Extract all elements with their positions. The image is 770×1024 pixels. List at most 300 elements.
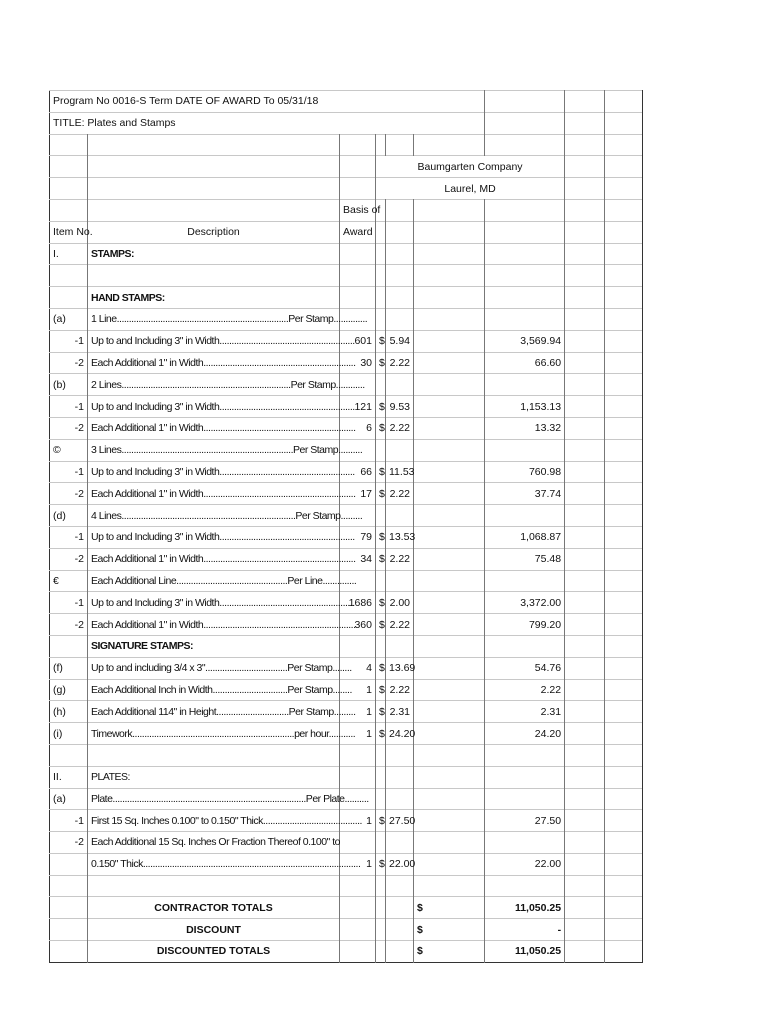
spacer (605, 875, 643, 897)
unit-price: 27.50 (386, 810, 414, 832)
line-item-row (50, 417, 643, 439)
spacer (605, 832, 643, 854)
spacer (50, 941, 88, 963)
quantity (340, 744, 376, 766)
item-description: Up to and Including 3" in Width........................................................ (88, 526, 340, 548)
spacer (414, 679, 485, 701)
spacer (414, 417, 485, 439)
totals-row (50, 919, 643, 941)
sub-item-number: -2 (50, 614, 88, 636)
line-item-row (50, 875, 643, 897)
item-description: Up to and Including 3" in Width........................................................ (88, 461, 340, 483)
dollar-sign: $ (376, 330, 386, 352)
spacer (565, 483, 605, 505)
unit-price (386, 308, 414, 330)
line-item-row (50, 570, 643, 592)
spacer (605, 810, 643, 832)
dollar-sign (376, 832, 386, 854)
dollar-sign: $ (376, 657, 386, 679)
line-item-row (50, 788, 643, 810)
totals-label: DISCOUNTED TOTALS (88, 941, 340, 963)
spacer (605, 417, 643, 439)
spacer (565, 243, 605, 265)
line-item-row (50, 832, 643, 854)
spacer (565, 287, 605, 309)
spacer (50, 919, 88, 941)
extended-amount (485, 265, 565, 287)
line-item-row (50, 810, 643, 832)
spacer (605, 308, 643, 330)
quantity: 1 (340, 701, 376, 723)
sub-item-number: -1 (50, 526, 88, 548)
extended-amount (485, 744, 565, 766)
item-description: Up to and including 3/4 x 3"..................................Per Stamp........ (88, 657, 340, 679)
dollar-sign: $ (376, 614, 386, 636)
item-description (88, 875, 340, 897)
dollar-sign (376, 788, 386, 810)
unit-price: 2.22 (386, 614, 414, 636)
dollar-sign (376, 505, 386, 527)
dollar-sign: $ (376, 526, 386, 548)
vendor-location: Laurel, MD (376, 178, 565, 200)
spacer (565, 635, 605, 657)
spacer (605, 919, 643, 941)
spacer (605, 243, 643, 265)
dollar-sign: $ (376, 548, 386, 570)
extended-amount: 24.20 (485, 723, 565, 745)
quantity: 17 (340, 483, 376, 505)
line-item-row (50, 744, 643, 766)
item-number: € (50, 570, 88, 592)
spacer (414, 374, 485, 396)
line-item-row (50, 483, 643, 505)
item-number: (i) (50, 723, 88, 745)
item-description: Up to and Including 3" in Width........................................................ (88, 330, 340, 352)
spacer (605, 374, 643, 396)
spacer (605, 614, 643, 636)
dollar-sign (376, 243, 386, 265)
spacer (605, 330, 643, 352)
spacer (605, 897, 643, 919)
extended-amount: 37.74 (485, 483, 565, 505)
totals-dollar-sign: $ (414, 919, 485, 941)
line-item-row (50, 352, 643, 374)
item-description: SIGNATURE STAMPS: (88, 635, 340, 657)
item-description: 3 Lines.......................................................................Per Stamp.......... (88, 439, 340, 461)
unit-price (386, 505, 414, 527)
unit-price (386, 287, 414, 309)
quantity: 34 (340, 548, 376, 570)
vendor-location-row (50, 178, 643, 200)
quantity: 360 (340, 614, 376, 636)
unit-price: 22.00 (386, 853, 414, 875)
spacer (605, 592, 643, 614)
totals-value: 11,050.25 (485, 897, 565, 919)
dollar-sign (376, 374, 386, 396)
quantity: 601 (340, 330, 376, 352)
dollar-sign (376, 570, 386, 592)
vendor-name-row (50, 156, 643, 178)
item-number: (b) (50, 374, 88, 396)
spacer (414, 723, 485, 745)
spacer (565, 701, 605, 723)
basis-label-2: Award (340, 221, 376, 243)
totals-dollar-sign: $ (414, 897, 485, 919)
line-item-row (50, 439, 643, 461)
totals-row (50, 941, 643, 963)
item-number: (a) (50, 788, 88, 810)
spacer (565, 461, 605, 483)
item-number (50, 744, 88, 766)
line-item-row (50, 679, 643, 701)
extended-amount (485, 439, 565, 461)
line-item-row (50, 548, 643, 570)
dollar-sign: $ (376, 483, 386, 505)
line-item-row (50, 287, 643, 309)
spacer (376, 941, 386, 963)
spacer (414, 701, 485, 723)
spacer (414, 243, 485, 265)
dollar-sign: $ (376, 417, 386, 439)
extended-amount: 799.20 (485, 614, 565, 636)
item-description: 1 Line.......................................................................Per Stamp.............. (88, 308, 340, 330)
extended-amount (485, 570, 565, 592)
line-item-row (50, 723, 643, 745)
dollar-sign: $ (376, 461, 386, 483)
item-description: First 15 Sq. Inches 0.100" to 0.150" Thick......................................... (88, 810, 340, 832)
quantity (340, 766, 376, 788)
totals-dollar-sign: $ (414, 941, 485, 963)
spacer (605, 657, 643, 679)
spacer (605, 352, 643, 374)
spacer (605, 483, 643, 505)
unit-price (386, 374, 414, 396)
item-number: II. (50, 766, 88, 788)
dollar-sign (376, 635, 386, 657)
spacer (414, 505, 485, 527)
spacer (376, 919, 386, 941)
quantity (340, 243, 376, 265)
dollar-sign (376, 439, 386, 461)
spacer (414, 635, 485, 657)
extended-amount (485, 374, 565, 396)
item-description: Each Additional 1" in Width............................................................... (88, 483, 340, 505)
spacer (414, 853, 485, 875)
item-number: (a) (50, 308, 88, 330)
quantity (340, 875, 376, 897)
spacer (414, 352, 485, 374)
sub-item-number: -1 (50, 330, 88, 352)
spacer (565, 439, 605, 461)
basis-label-1: Basis of (340, 199, 376, 221)
spacer (414, 548, 485, 570)
spacer (565, 788, 605, 810)
item-description: Each Additional Inch in Width...............................Per Stamp........ (88, 679, 340, 701)
item-description (88, 265, 340, 287)
spacer (565, 919, 605, 941)
spacer (605, 265, 643, 287)
spacer (565, 265, 605, 287)
item-description: STAMPS: (88, 243, 340, 265)
sub-item-number: -2 (50, 417, 88, 439)
item-number: (h) (50, 701, 88, 723)
unit-price (386, 788, 414, 810)
line-item-row (50, 330, 643, 352)
item-description: 2 Lines......................................................................Per Stamp............ (88, 374, 340, 396)
item-number (50, 853, 88, 875)
extended-amount (485, 766, 565, 788)
spacer (565, 548, 605, 570)
extended-amount (485, 635, 565, 657)
extended-amount: 75.48 (485, 548, 565, 570)
item-description (88, 744, 340, 766)
line-item-row (50, 657, 643, 679)
spacer (414, 461, 485, 483)
quantity: 30 (340, 352, 376, 374)
unit-price: 2.22 (386, 548, 414, 570)
unit-price: 2.22 (386, 679, 414, 701)
spacer (414, 744, 485, 766)
spacer (605, 723, 643, 745)
spacer (386, 897, 414, 919)
spacer (414, 308, 485, 330)
unit-price: 5.94 (386, 330, 414, 352)
vendor-name: Baumgarten Company (376, 156, 565, 178)
spacer (565, 832, 605, 854)
spacer (386, 941, 414, 963)
spacer (565, 330, 605, 352)
item-description: Each Additional 1" in Width............................................................... (88, 548, 340, 570)
spacer (565, 614, 605, 636)
unit-price (386, 744, 414, 766)
extended-amount: 54.76 (485, 657, 565, 679)
spacer (414, 483, 485, 505)
unit-price (386, 875, 414, 897)
spacer (414, 265, 485, 287)
spacer (414, 766, 485, 788)
spacer (414, 810, 485, 832)
spacer (50, 897, 88, 919)
sub-item-number: -2 (50, 483, 88, 505)
item-description: Each Additional Line..............................................Per Line.............. (88, 570, 340, 592)
line-item-row (50, 396, 643, 418)
extended-amount: 66.60 (485, 352, 565, 374)
column-header-row (50, 221, 643, 243)
unit-price: 9.53 (386, 396, 414, 418)
spacer (414, 657, 485, 679)
item-description: PLATES: (88, 766, 340, 788)
spacer (605, 701, 643, 723)
unit-price: 2.22 (386, 352, 414, 374)
unit-price: 2.00 (386, 592, 414, 614)
quantity (340, 287, 376, 309)
item-description: Up to and Including 3" in Width........................................................ (88, 396, 340, 418)
item-description: HAND STAMPS: (88, 287, 340, 309)
line-item-row (50, 853, 643, 875)
spacer (414, 832, 485, 854)
sub-item-number: -1 (50, 592, 88, 614)
spacer (605, 941, 643, 963)
spacer (565, 526, 605, 548)
spacer (605, 287, 643, 309)
totals-label: CONTRACTOR TOTALS (88, 897, 340, 919)
program-line: Program No 0016-S Term DATE OF AWARD To 05/31/18 (50, 91, 485, 113)
spacer (565, 875, 605, 897)
line-item-row (50, 766, 643, 788)
item-description: 4 Lines........................................................................Per Stamp......... (88, 505, 340, 527)
item-description: Each Additional 15 Sq. Inches Or Fraction Thereof 0.100" to (88, 832, 340, 854)
sub-item-number: -2 (50, 832, 88, 854)
extended-amount (485, 243, 565, 265)
item-number: © (50, 439, 88, 461)
unit-price: 13.69 (386, 657, 414, 679)
extended-amount: 760.98 (485, 461, 565, 483)
totals-label: DISCOUNT (88, 919, 340, 941)
spacer (605, 744, 643, 766)
dollar-sign (376, 308, 386, 330)
quantity: 66 (340, 461, 376, 483)
extended-amount: 1,153.13 (485, 396, 565, 418)
quantity: 1 (340, 679, 376, 701)
item-no-header: Item No. (50, 221, 88, 243)
unit-price: 2.22 (386, 483, 414, 505)
spacer (565, 505, 605, 527)
spacer (605, 570, 643, 592)
extended-amount (485, 875, 565, 897)
totals-row (50, 897, 643, 919)
item-number (50, 875, 88, 897)
extended-amount (485, 287, 565, 309)
spacer (565, 853, 605, 875)
line-item-row (50, 461, 643, 483)
quantity (340, 832, 376, 854)
sub-item-number: -1 (50, 461, 88, 483)
spacer (605, 766, 643, 788)
spacer (414, 614, 485, 636)
unit-price (386, 635, 414, 657)
spacer (565, 657, 605, 679)
item-number: (d) (50, 505, 88, 527)
spacer (414, 875, 485, 897)
dollar-sign: $ (376, 592, 386, 614)
unit-price: 2.31 (386, 701, 414, 723)
line-item-row (50, 701, 643, 723)
spacer (605, 635, 643, 657)
spacer (386, 919, 414, 941)
unit-price (386, 439, 414, 461)
dollar-sign (376, 744, 386, 766)
program-row (50, 91, 643, 113)
unit-price (386, 243, 414, 265)
dollar-sign: $ (376, 396, 386, 418)
spacer (565, 396, 605, 418)
item-description: Each Additional 114" in Height..............................Per Stamp......... (88, 701, 340, 723)
quantity: 121 (340, 396, 376, 418)
spacer (605, 679, 643, 701)
spacer (565, 592, 605, 614)
line-item-row (50, 374, 643, 396)
quantity: 79 (340, 526, 376, 548)
spacer (414, 788, 485, 810)
line-item-row (50, 592, 643, 614)
quantity: 1 (340, 853, 376, 875)
spacer (565, 352, 605, 374)
item-number (50, 635, 88, 657)
extended-amount: 22.00 (485, 853, 565, 875)
spacer (605, 788, 643, 810)
unit-price: 24.20 (386, 723, 414, 745)
extended-amount (485, 832, 565, 854)
dollar-sign: $ (376, 810, 386, 832)
line-item-row (50, 614, 643, 636)
sub-item-number: -2 (50, 352, 88, 374)
quantity: 1 (340, 810, 376, 832)
spacer (414, 287, 485, 309)
spacer (340, 897, 376, 919)
quantity: 1 (340, 723, 376, 745)
dollar-sign: $ (376, 352, 386, 374)
spacer (340, 941, 376, 963)
line-item-row (50, 505, 643, 527)
quantity: 4 (340, 657, 376, 679)
item-number: I. (50, 243, 88, 265)
dollar-sign: $ (376, 723, 386, 745)
item-number (50, 265, 88, 287)
spacer (565, 308, 605, 330)
sub-item-number: -1 (50, 810, 88, 832)
item-description: Each Additional 1" in Width............................................................... (88, 614, 340, 636)
dollar-sign (376, 287, 386, 309)
spacer (565, 374, 605, 396)
extended-amount: 27.50 (485, 810, 565, 832)
line-item-row (50, 243, 643, 265)
item-description: Timework...................................................................per hour........... (88, 723, 340, 745)
item-description: Each Additional 1" in Width............................................................... (88, 417, 340, 439)
extended-amount (485, 505, 565, 527)
spacer (565, 679, 605, 701)
spacer (565, 766, 605, 788)
sub-item-number: -1 (50, 396, 88, 418)
extended-amount: 3,372.00 (485, 592, 565, 614)
spacer (565, 744, 605, 766)
quantity: 1686 (340, 592, 376, 614)
item-description: Plate................................................................................Per Plate.......... (88, 788, 340, 810)
extended-amount: 2.31 (485, 701, 565, 723)
spacer (414, 526, 485, 548)
dollar-sign (376, 265, 386, 287)
unit-price (386, 570, 414, 592)
dollar-sign: $ (376, 701, 386, 723)
spacer (414, 570, 485, 592)
spacer (565, 417, 605, 439)
title-line: TITLE: Plates and Stamps (50, 112, 485, 134)
spacer (605, 548, 643, 570)
item-description: 0.150" Thick.......................................................................................... (88, 853, 340, 875)
unit-price (386, 265, 414, 287)
sub-item-number: -2 (50, 548, 88, 570)
spacer (605, 526, 643, 548)
description-header: Description (88, 221, 340, 243)
unit-price (386, 832, 414, 854)
bid-tabulation-table (49, 90, 643, 963)
extended-amount: 3,569.94 (485, 330, 565, 352)
unit-price: 11.53 (386, 461, 414, 483)
spacer (605, 439, 643, 461)
item-description: Up to and Including 3" in Width........................................................ (88, 592, 340, 614)
spacer (340, 919, 376, 941)
spacer (376, 897, 386, 919)
spacer (605, 461, 643, 483)
